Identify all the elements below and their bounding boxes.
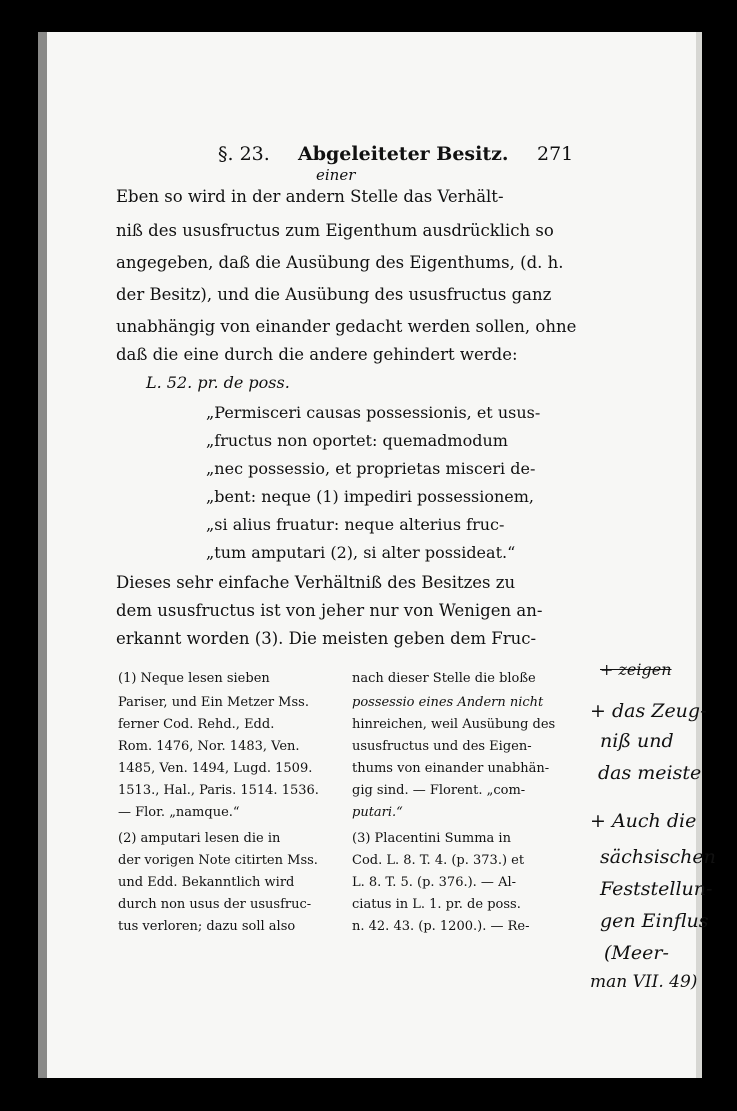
margin-note-line: sächsischen <box>600 846 716 868</box>
quote-line: „nec possessio, et proprietas misceri de- <box>206 459 536 478</box>
footnote-line: (1) Neque lesen sieben <box>118 671 270 686</box>
quote-line: „si alius fruatur: neque alterius fruc- <box>206 515 505 534</box>
body-line: erkannt worden (3). Die meisten geben dem Fruc- <box>116 629 537 648</box>
body-line: dem ususfructus ist von jeher nur von Wenigen an- <box>116 601 543 620</box>
footnote-line: ciatus in L. 1. pr. de poss. <box>352 897 521 912</box>
running-title: Abgeleiteter Besitz. <box>298 143 509 165</box>
handwritten-insertion: einer <box>316 166 356 184</box>
body-line: Dieses sehr einfache Verhältniß des Besitzes zu <box>116 573 516 592</box>
footnote-line: L. 8. T. 5. (p. 376.). — Al- <box>352 875 517 890</box>
quote-line: „bent: neque (1) impediri possessionem, <box>206 487 535 506</box>
footnote-line: ususfructus und des Eigen- <box>352 739 532 754</box>
footnote-line: putari.“ <box>352 805 403 820</box>
footnote-line: und Edd. Bekanntlich wird <box>118 875 295 890</box>
footnote-line: Rom. 1476, Nor. 1483, Ven. <box>118 739 300 754</box>
page-number: 271 <box>537 143 574 165</box>
body-line: Eben so wird in der andern Stelle das Verhält- <box>116 187 504 206</box>
body-line: der Besitz), und die Ausübung des ususfructus ganz <box>116 285 552 304</box>
margin-note-line: (Meer- <box>604 942 669 964</box>
footnote-line: (2) amputari lesen die in <box>118 831 281 846</box>
footnote-line: 1485, Ven. 1494, Lugd. 1509. <box>118 761 313 776</box>
margin-note-line: + das Zeug- <box>590 700 707 722</box>
citation-line: L. 52. pr. de poss. <box>146 373 290 392</box>
footnote-line: nach dieser Stelle die bloße <box>352 671 536 686</box>
body-line: angegeben, daß die Ausübung des Eigenthums, (d. h. <box>116 253 564 272</box>
margin-note-line: man VII. 49) <box>590 972 698 992</box>
footnote-line: (3) Placentini Summa in <box>352 831 511 846</box>
margin-note-line: + zeigen <box>600 660 672 679</box>
footnote-line: tus verloren; dazu soll also <box>118 919 296 934</box>
quote-line: „fructus non oportet: quemadmodum <box>206 431 508 450</box>
footnote-line: durch non usus der ususfruc- <box>118 897 312 912</box>
body-line: unabhängig von einander gedacht werden sollen, ohne <box>116 317 577 336</box>
margin-note-line: niß und <box>600 730 674 752</box>
footnote-line: hinreichen, weil Ausübung des <box>352 717 556 732</box>
footnote-line: der vorigen Note citirten Mss. <box>118 853 318 868</box>
section-number: §. 23. <box>218 143 270 165</box>
footnote-line: thums von einander unabhän- <box>352 761 550 776</box>
margin-note-line: + Auch die <box>590 810 697 832</box>
footnote-line: possessio eines Andern nicht <box>352 695 544 710</box>
footnote-line: ferner Cod. Rehd., Edd. <box>118 717 275 732</box>
footnote-line: n. 42. 43. (p. 1200.). — Re- <box>352 919 530 934</box>
footnote-line: Cod. L. 8. T. 4. (p. 373.) et <box>352 853 525 868</box>
footnote-line: gig sind. — Florent. „com- <box>352 783 526 798</box>
page-gutter-shadow <box>38 32 47 1078</box>
footnote-line: Pariser, und Ein Metzer Mss. <box>118 695 309 710</box>
body-line: daß die eine durch die andere gehindert werde: <box>116 345 518 364</box>
quote-line: „Permisceri causas possessionis, et usus- <box>206 403 541 422</box>
footnote-line: — Flor. „namque.“ <box>118 805 240 820</box>
body-line: niß des ususfructus zum Eigenthum ausdrücklich so <box>116 221 554 240</box>
margin-note-line: gen Einflus <box>600 910 709 932</box>
margin-note-line: Feststellun- <box>600 878 713 900</box>
footnote-line: 1513., Hal., Paris. 1514. 1536. <box>118 783 319 798</box>
margin-note-line: das meiste <box>598 762 702 784</box>
quote-line: „tum amputari (2), si alter possideat.“ <box>206 543 516 562</box>
